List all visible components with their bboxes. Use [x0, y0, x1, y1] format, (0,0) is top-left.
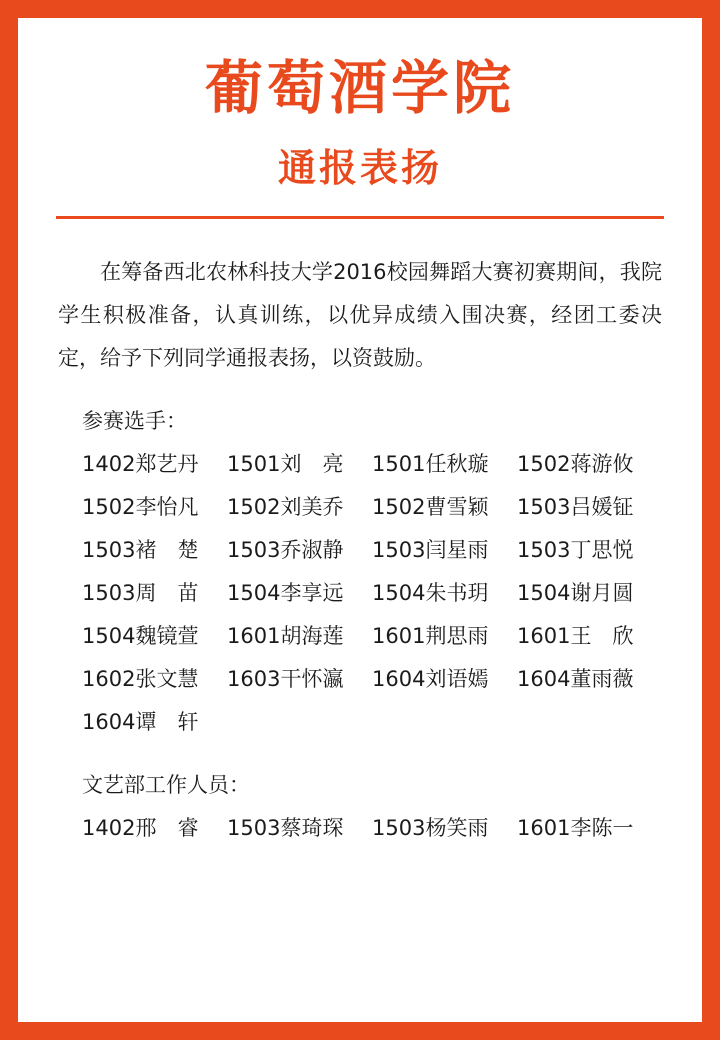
- name-cell: 1602张文慧: [82, 667, 199, 692]
- name-cell: 1604谭 轩: [82, 710, 199, 735]
- name-cell: 1402郑艺丹: [82, 452, 199, 477]
- name-cell: 1502曹雪颖: [372, 495, 489, 520]
- name-cell: 1402邢 睿: [82, 816, 199, 841]
- table-row: [52, 529, 668, 572]
- name-cell: 1601王 欣: [517, 624, 634, 649]
- name-cell: 1604刘语嫣: [372, 667, 489, 692]
- poster-body: [18, 18, 702, 1022]
- table-row: [52, 615, 668, 658]
- notice-paragraph-text: 在筹备西北农林科技大学2016校园舞蹈大赛初赛期间，我院学生积极准备，认真训练，以优异成绩入围决赛，经团工委决定，给予下列同学通报表扬，以资鼓励。: [58, 259, 662, 370]
- name-cell: 1501任秋璇: [372, 452, 489, 477]
- section-label-contestants: 参赛选手：: [82, 409, 187, 434]
- name-cell: 1601胡海莲: [227, 624, 344, 649]
- table-row: [52, 807, 668, 850]
- divider: [56, 216, 664, 219]
- name-cell: 1503杨笑雨: [372, 816, 489, 841]
- name-cell: 1504魏镜萱: [82, 624, 199, 649]
- name-cell: 1502刘美乔: [227, 495, 344, 520]
- name-cell: 1503闫星雨: [372, 538, 489, 563]
- name-cell: 1503丁思悦: [517, 538, 634, 563]
- table-row: [52, 658, 668, 701]
- name-cell: 1503吕媛钲: [517, 495, 634, 520]
- section-label-staff: 文艺部工作人员：: [82, 773, 250, 798]
- name-cell: 1502蒋游攸: [517, 452, 634, 477]
- table-row: [52, 486, 668, 529]
- name-cell: 1504谢月圆: [517, 581, 634, 606]
- table-row: [52, 572, 668, 615]
- notice-paragraph: [52, 251, 668, 380]
- name-cell: 1601荆思雨: [372, 624, 489, 649]
- name-cell: 1503褚 楚: [82, 538, 199, 563]
- page-subtitle: 通报表扬: [277, 145, 442, 190]
- name-cell: 1503乔淑静: [227, 538, 344, 563]
- name-cell: 1502李怡凡: [82, 495, 199, 520]
- name-cell: 1503蔡琦琛: [227, 816, 344, 841]
- page-title: 葡萄酒学院: [204, 54, 515, 122]
- name-cell: 1601李陈一: [517, 816, 634, 841]
- name-cell: 1603干怀瀛: [227, 667, 344, 692]
- table-row: [52, 443, 668, 486]
- table-row: [52, 701, 668, 744]
- name-cell: 1503周 苗: [82, 581, 199, 606]
- name-cell: 1504李享远: [227, 581, 344, 606]
- name-cell: 1504朱书玥: [372, 581, 489, 606]
- name-cell: 1501刘 亮: [227, 452, 344, 477]
- name-cell: 1604董雨薇: [517, 667, 634, 692]
